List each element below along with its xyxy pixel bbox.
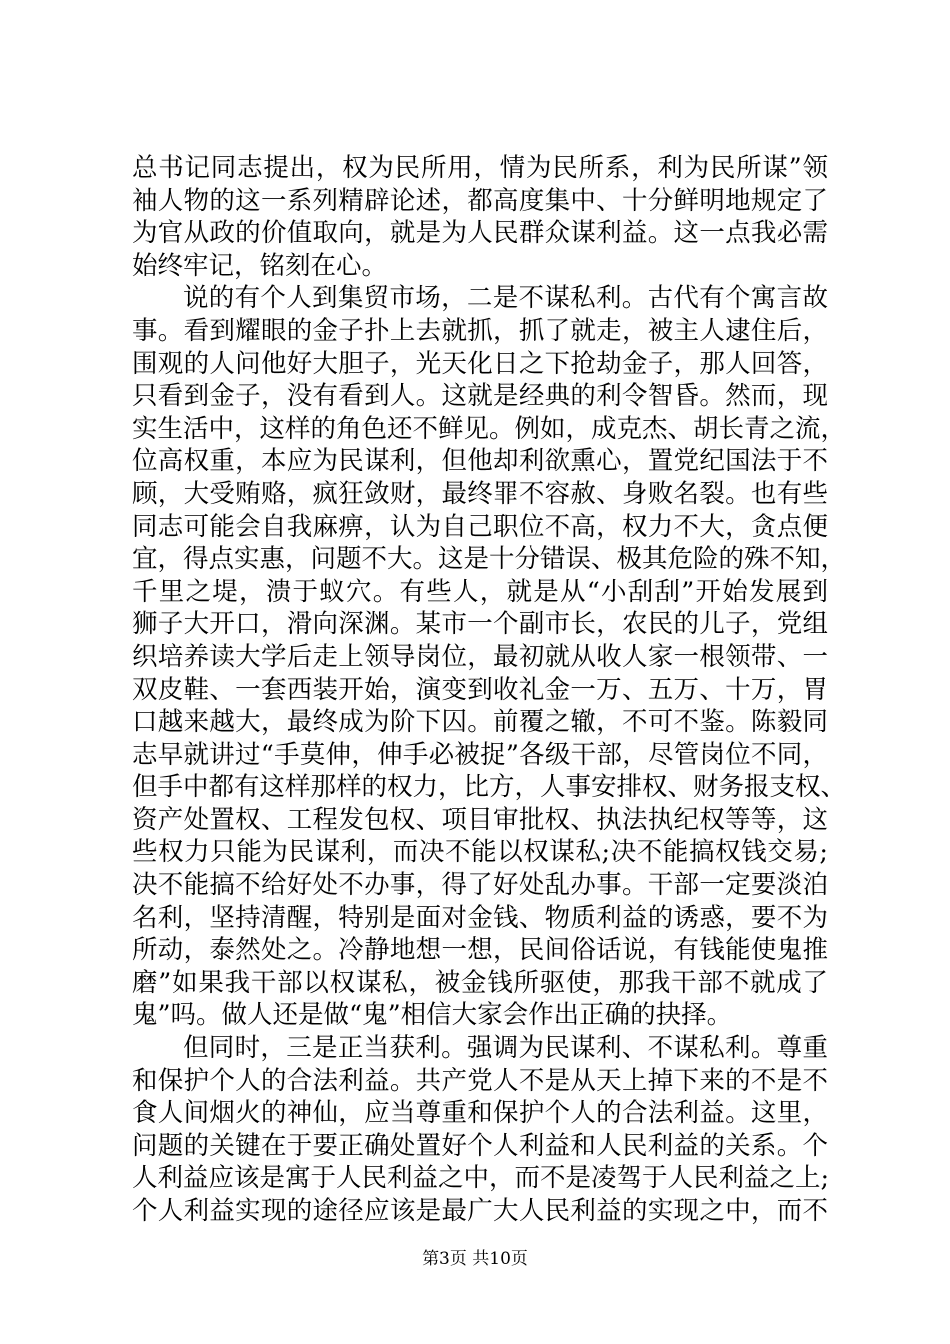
page-number-footer: 第3页 共10页 <box>422 1249 528 1269</box>
text-line: 织培养读大学后走上领导岗位，最初就从收人家一根领带、一 <box>132 641 828 672</box>
text-line: 磨”如果我干部以权谋私，被金钱所驱使，那我干部不就成了 <box>132 967 828 998</box>
text-line: 总书记同志提出，权为民所用，情为民所系，利为民所谋”领 <box>132 153 828 183</box>
text-line: 围观的人问他好大胆子，光天化日之下抢劫金子，那人回答， <box>132 348 828 379</box>
text-line: 为官从政的价值取向，就是为人民群众谋利益。这一点我必需 <box>132 218 828 249</box>
text-line: 问题的关键在于要正确处置好个人利益和人民利益的关系。个 <box>132 1130 828 1161</box>
text-line: 同志可能会自我麻痹，认为自己职位不高，权力不大，贪点便 <box>132 511 828 542</box>
text-line: 狮子大开口，滑向深渊。某市一个副市长，农民的儿子，党组 <box>132 609 828 640</box>
text-line: 志早就讲过“手莫伸，伸手必被捉”各级干部，尽管岗位不同， <box>132 739 828 770</box>
text-line: 顾，大受贿赂，疯狂敛财，最终罪不容赦、身败名裂。也有些 <box>132 478 828 509</box>
text-line: 事。看到耀眼的金子扑上去就抓，抓了就走，被主人逮住后， <box>132 315 828 346</box>
paragraph-first-line: 但同时，三是正当获利。强调为民谋利、不谋私利。尊重 <box>183 1033 828 1064</box>
text-line: 名利，坚持清醒，特别是面对金钱、物质利益的诱惑，要不为 <box>132 902 828 933</box>
text-line: 鬼”吗。做人还是做“鬼”相信大家会作出正确的抉择。 <box>132 1000 733 1031</box>
text-line: 个人利益实现的途径应该是最广大人民利益的实现之中，而不 <box>132 1196 828 1226</box>
text-line: 人利益应该是寓于人民利益之中，而不是凌驾于人民利益之上; <box>132 1163 830 1194</box>
text-line: 宜，得点实惠，问题不大。这是十分错误、极其危险的殊不知， <box>132 544 847 575</box>
text-line: 只看到金子，没有看到人。这就是经典的利令智昏。然而，现 <box>132 381 828 412</box>
text-line: 袖人物的这一系列精辟论述，都高度集中、十分鲜明地规定了 <box>132 185 828 216</box>
document-body <box>132 152 847 1228</box>
text-line: 和保护个人的合法利益。共产党人不是从天上掉下来的不是不 <box>132 1065 828 1096</box>
text-line: 双皮鞋、一套西装开始，演变到收礼金一万、五万、十万，胃 <box>132 674 828 705</box>
text-line: 实生活中，这样的角色还不鲜见。例如，成克杰、胡长青之流， <box>132 413 847 444</box>
text-line: 决不能搞不给好处不办事，得了好处乱办事。干部一定要淡泊 <box>132 870 828 901</box>
text-line: 食人间烟火的神仙，应当尊重和保护个人的合法利益。这里， <box>132 1098 828 1129</box>
text-line: 但手中都有这样那样的权力，比方，人事安排权、财务报支权、 <box>132 772 847 803</box>
text-line: 些权力只能为民谋利，而决不能以权谋私;决不能搞权钱交易; <box>132 837 828 868</box>
paragraph-first-line: 说的有个人到集贸市场，二是不谋私利。古代有个寓言故 <box>183 283 828 314</box>
text-line: 始终牢记，铭刻在心。 <box>132 250 388 281</box>
text-line: 所动，泰然处之。冷静地想一想，民间俗话说，有钱能使鬼推 <box>132 935 828 966</box>
text-line: 口越来越大，最终成为阶下囚。前覆之辙，不可不鉴。陈毅同 <box>132 707 828 738</box>
text-line: 资产处置权、工程发包权、项目审批权、执法执纪权等等，这 <box>132 804 828 835</box>
text-line: 千里之堤，溃于蚁穴。有些人，就是从“小刮刮”开始发展到 <box>132 576 828 607</box>
text-line: 位高权重，本应为民谋利，但他却利欲熏心，置党纪国法于不 <box>132 446 828 477</box>
